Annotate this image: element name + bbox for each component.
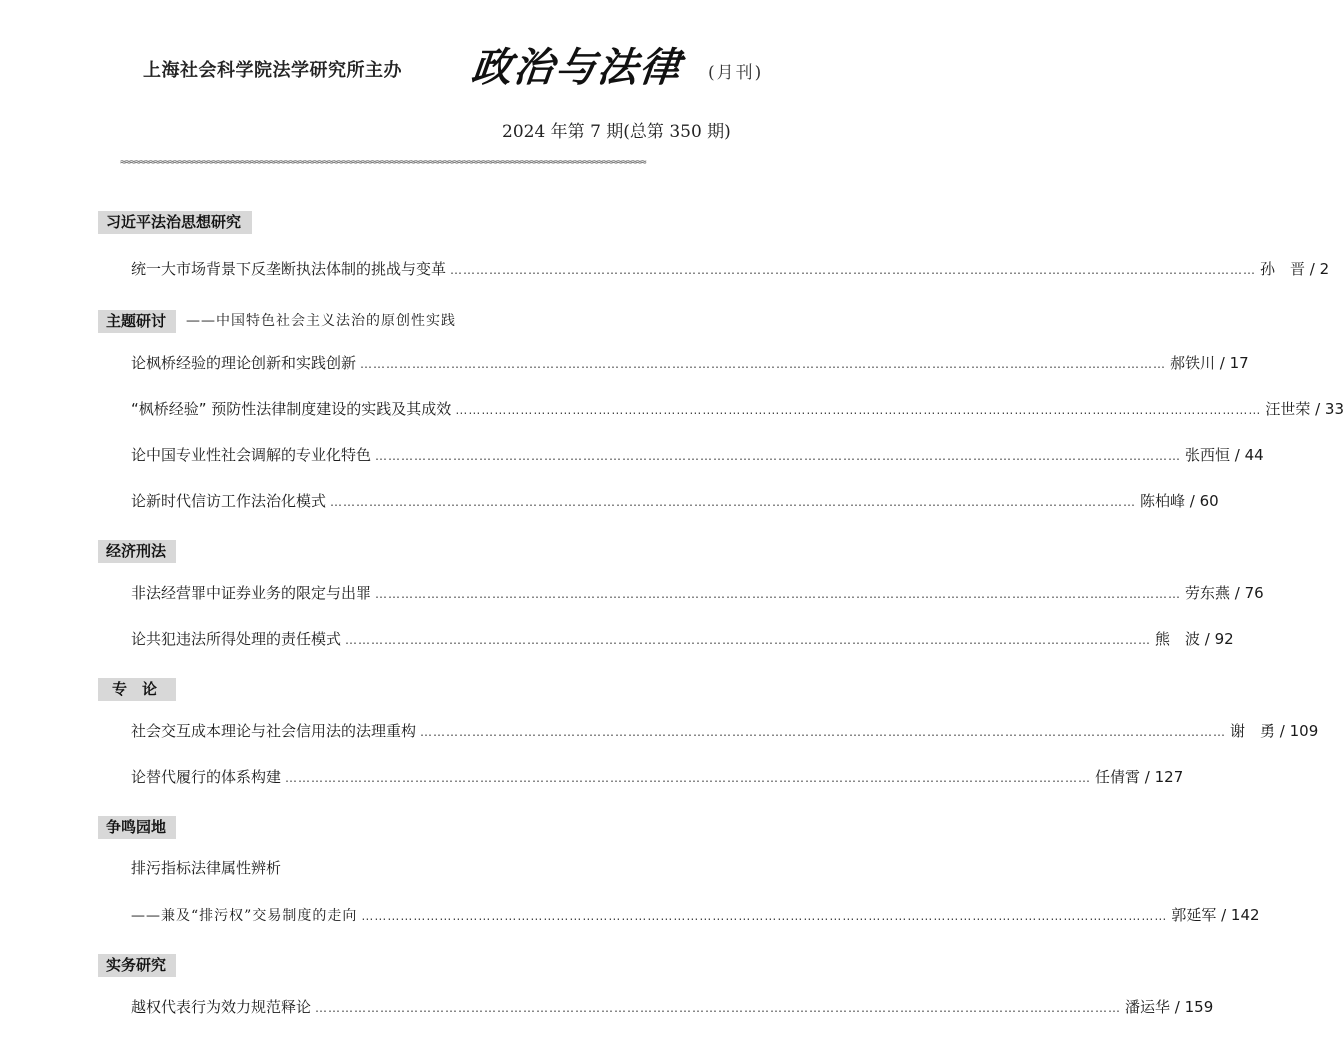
toc-entry[interactable] — [131, 765, 1184, 787]
toc-entry[interactable] — [131, 581, 1264, 603]
entry-title: 论替代履行的体系构建 — [131, 768, 282, 786]
leader-dots: …………………………………………………………………………………………………………………………………………………………………… — [375, 587, 1182, 601]
decorative-divider: ≈≈≈≈≈≈≈≈≈≈≈≈≈≈≈≈≈≈≈≈≈≈≈≈≈≈≈≈≈≈≈≈≈≈≈≈≈≈≈≈≈≈≈≈≈≈≈≈≈≈≈≈≈≈≈≈≈≈≈≈≈≈≈≈≈≈≈≈≈≈≈≈≈≈≈≈≈≈≈≈≈≈≈≈≈≈≈≈≈≈≈≈≈≈≈≈≈≈≈≈≈≈≈≈≈≈≈≈≈ — [120, 157, 646, 168]
section-tag: 争鸣园地 — [98, 816, 176, 839]
issue-number: 2024 年第 7 期(总第 350 期) — [502, 122, 731, 142]
monthly-label: (月刊) — [708, 63, 764, 83]
entry-title: “枫桥经验” 预防性法律制度建设的实践及其成效 — [131, 400, 452, 418]
entry-author-page: 潘运华 / 159 — [1125, 998, 1214, 1016]
entry-subtitle: ——兼及“排污权”交易制度的走向 — [131, 908, 358, 924]
entry-title: 论新时代信访工作法治化模式 — [131, 492, 327, 510]
toc-entry[interactable] — [131, 351, 1249, 373]
leader-dots: …………………………………………………………………………………………………………………………………………………………………… — [360, 357, 1167, 371]
entry-author-page: 汪世荣 / 33 — [1265, 400, 1344, 418]
toc-entry[interactable] — [131, 397, 1344, 419]
sponsor-line: 上海社会科学院法学研究所主办 — [143, 60, 402, 81]
leader-dots: …………………………………………………………………………………………………………………………………………………………………… — [375, 449, 1182, 463]
toc-entry[interactable] — [131, 903, 1260, 925]
entry-author-page: 任倩霄 / 127 — [1095, 768, 1184, 786]
entry-author-page: 张西恒 / 44 — [1185, 446, 1264, 464]
section-tag: 经济刑法 — [98, 540, 176, 563]
toc-entry[interactable] — [131, 257, 1330, 279]
section-tag: 实务研究 — [98, 954, 176, 977]
entry-author-page: 陈柏峰 / 60 — [1140, 492, 1219, 510]
toc-entry[interactable] — [131, 489, 1219, 511]
toc-entry[interactable] — [131, 719, 1319, 741]
toc-entry[interactable] — [131, 627, 1234, 649]
leader-dots: …………………………………………………………………………………………………………………………………………………………………… — [345, 633, 1152, 647]
section-subtitle: ——中国特色社会主义法治的原创性实践 — [186, 313, 456, 329]
entry-title: 论共犯违法所得处理的责任模式 — [131, 630, 342, 648]
entry-title[interactable]: 排污指标法律属性辨析 — [131, 859, 282, 877]
journal-title: 政治与法律 — [469, 44, 685, 91]
leader-dots: …………………………………………………………………………………………………………………………………………………………………… — [361, 909, 1168, 923]
leader-dots: …………………………………………………………………………………………………………………………………………………………………… — [315, 1001, 1122, 1015]
leader-dots: …………………………………………………………………………………………………………………………………………………………………… — [455, 403, 1262, 417]
entry-author-page: 劳东燕 / 76 — [1185, 584, 1264, 602]
entry-title: 非法经营罪中证券业务的限定与出罪 — [131, 584, 372, 602]
entry-title: 论中国专业性社会调解的专业化特色 — [131, 446, 372, 464]
page-header — [0, 0, 890, 180]
leader-dots: …………………………………………………………………………………………………………………………………………………………………… — [450, 263, 1257, 277]
entry-title: 越权代表行为效力规范释论 — [131, 998, 312, 1016]
entry-author-page: 熊 波 / 92 — [1155, 630, 1234, 648]
entry-title: 社会交互成本理论与社会信用法的法理重构 — [131, 722, 417, 740]
entry-author-page: 谢 勇 / 109 — [1230, 722, 1319, 740]
toc-entry[interactable] — [131, 995, 1214, 1017]
section-tag: 专 论 — [98, 678, 176, 701]
entry-author-page: 郝铁川 / 17 — [1170, 354, 1249, 372]
toc-entry[interactable] — [131, 443, 1264, 465]
leader-dots: …………………………………………………………………………………………………………………………………………………………………… — [330, 495, 1137, 509]
entry-title: 论枫桥经验的理论创新和实践创新 — [131, 354, 357, 372]
section-tag: 习近平法治思想研究 — [98, 211, 252, 234]
section-tag: 主题研讨 — [98, 310, 176, 333]
entry-title: 统一大市场背景下反垄断执法体制的挑战与变革 — [131, 260, 447, 278]
entry-author-page: 郭延军 / 142 — [1171, 906, 1260, 924]
leader-dots: …………………………………………………………………………………………………………………………………………………………………… — [285, 771, 1092, 785]
leader-dots: …………………………………………………………………………………………………………………………………………………………………… — [420, 725, 1227, 739]
entry-author-page: 孙 晋 / 2 — [1260, 260, 1330, 278]
